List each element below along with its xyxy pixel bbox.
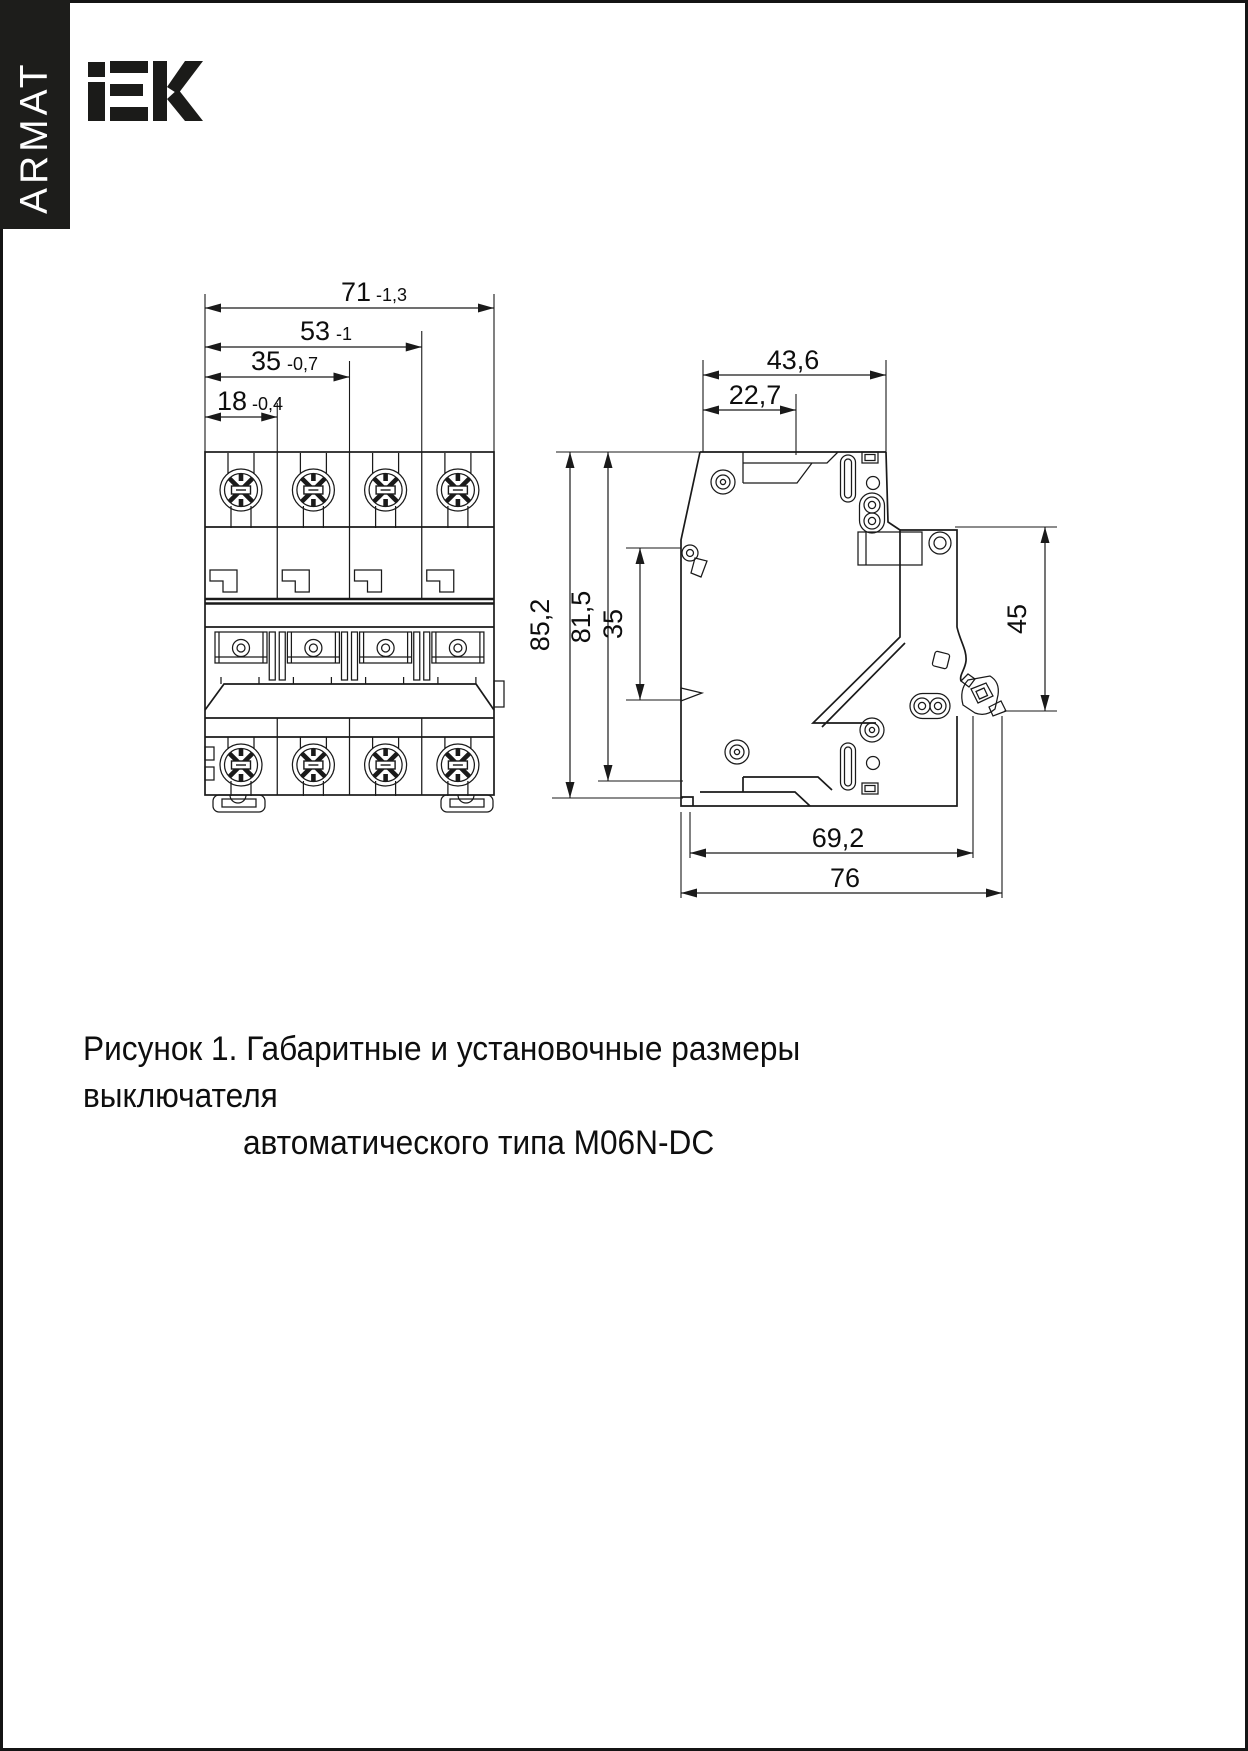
brand-sidebar-label: ARMAT <box>13 60 56 214</box>
dim-width-18-tol: -0,4 <box>252 394 284 414</box>
pole-tabs <box>210 570 454 592</box>
dim-top-width-inner: 22,7 <box>728 380 782 410</box>
dim-top-width: 43,6 <box>766 345 820 375</box>
dim-width-35-tol: -0,7 <box>287 354 319 374</box>
side-view <box>681 452 1006 806</box>
dim-height-total: 85,2 <box>525 598 555 652</box>
front-view <box>205 452 504 812</box>
front-view-dimensions <box>205 277 494 452</box>
rocker-bar <box>205 684 494 710</box>
dim-width-71: 71 <box>340 277 371 307</box>
dim-width-18: 18 <box>216 386 247 416</box>
dim-din-offset: 35 <box>598 608 628 640</box>
dim-width-71-tol: -1,3 <box>376 285 408 305</box>
figure-caption-line2: автоматического типа M06N-DC <box>242 1124 715 1162</box>
dim-depth-total: 76 <box>829 863 861 893</box>
dim-width-35: 35 <box>250 346 281 376</box>
side-view-dimensions <box>525 345 1057 898</box>
dim-din-height: 45 <box>1002 603 1032 635</box>
figure-caption <box>83 1026 920 1167</box>
figure-caption-line1: Рисунок 1. Габаритные и установочные размеры выключателя <box>83 1030 801 1115</box>
dim-width-53: 53 <box>299 316 330 346</box>
toggle-handles <box>215 632 484 684</box>
dim-width-53-tol: -1 <box>336 324 353 344</box>
bottom-mount-tabs <box>213 795 493 812</box>
dim-height-body: 81,5 <box>566 590 596 644</box>
dim-depth-inner: 69,2 <box>811 823 865 853</box>
